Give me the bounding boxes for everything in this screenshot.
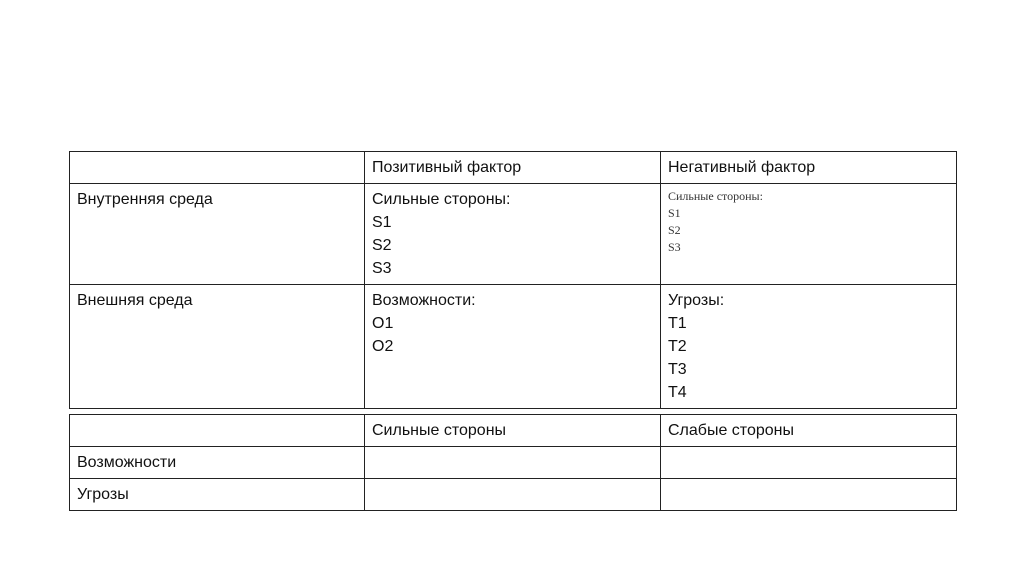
row-label-internal: Внутренняя среда <box>70 184 365 285</box>
cell-external-positive <box>365 285 661 409</box>
header-cell-negative: Негативный фактор <box>661 152 957 184</box>
table-header-row <box>70 152 957 184</box>
cell-title: Сильные стороны: <box>668 189 763 203</box>
table-cell <box>661 447 957 479</box>
table-row <box>70 447 957 479</box>
row-label-opportunities: Возможности <box>70 447 365 479</box>
header-cell-empty <box>70 415 365 447</box>
cell-title: Сильные стороны: <box>372 191 511 208</box>
list-item: T2 <box>668 338 687 355</box>
swot-matrix-table <box>69 414 957 511</box>
swot-table <box>69 151 957 409</box>
table-cell <box>365 447 661 479</box>
header-cell-empty <box>70 152 365 184</box>
header-cell-weaknesses: Слабые стороны <box>661 415 957 447</box>
table-row <box>70 479 957 511</box>
list-item: S1 <box>668 206 681 220</box>
list-item: S3 <box>668 240 681 254</box>
table-header-row <box>70 415 957 447</box>
list-item: O2 <box>372 338 394 355</box>
list-item: S3 <box>372 260 392 277</box>
cell-title: Угрозы: <box>668 292 725 309</box>
table-row <box>70 184 957 285</box>
header-cell-strengths: Сильные стороны <box>365 415 661 447</box>
cell-internal-positive <box>365 184 661 285</box>
row-label-external: Внешняя среда <box>70 285 365 409</box>
list-item: T3 <box>668 361 687 378</box>
cell-internal-negative <box>661 184 957 285</box>
cell-title: Возможности: <box>372 292 476 309</box>
cell-external-negative <box>661 285 957 409</box>
list-item: S2 <box>668 223 681 237</box>
table-row <box>70 285 957 409</box>
table-cell <box>365 479 661 511</box>
list-item: O1 <box>372 315 394 332</box>
list-item: T1 <box>668 315 687 332</box>
table-cell <box>661 479 957 511</box>
list-item: S2 <box>372 237 392 254</box>
header-cell-positive: Позитивный фактор <box>365 152 661 184</box>
list-item: T4 <box>668 384 687 401</box>
row-label-threats: Угрозы <box>70 479 365 511</box>
list-item: S1 <box>372 214 392 231</box>
